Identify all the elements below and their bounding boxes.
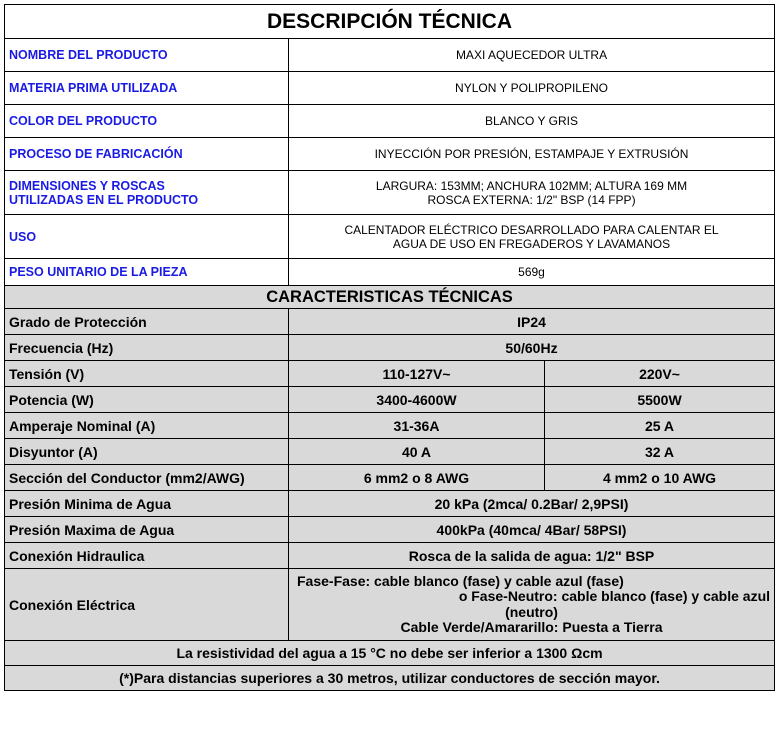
row-value-220v: 220V~ — [545, 361, 775, 387]
row-value: Rosca de la salida de agua: 1/2" BSP — [289, 543, 775, 569]
table-row — [5, 105, 775, 138]
row-value: NYLON Y POLIPROPILENO — [289, 72, 775, 105]
caracteristicas-title: CARACTERISTICAS TÉCNICAS — [5, 286, 775, 309]
table-row — [5, 641, 775, 666]
table-row — [5, 413, 775, 439]
table-row — [5, 361, 775, 387]
table-row — [5, 259, 775, 286]
row-value: LARGURA: 153MM; ANCHURA 102MM; ALTURA 169 MM ROSCA EXTERNA: 1/2" BSP (14 FPP) — [289, 171, 775, 215]
row-value: 50/60Hz — [289, 335, 775, 361]
technical-spec-table — [4, 4, 775, 691]
row-label: MATERIA PRIMA UTILIZADA — [5, 72, 289, 105]
descripcion-title: DESCRIPCIÓN TÉCNICA — [5, 5, 775, 39]
distancias-note: (*)Para distancias superiores a 30 metros, utilizar conductores de sección mayor. — [5, 666, 775, 691]
row-label: Sección del Conductor (mm2/AWG) — [5, 465, 289, 491]
row-label: Frecuencia (Hz) — [5, 335, 289, 361]
row-label: Amperaje Nominal (A) — [5, 413, 289, 439]
row-label: NOMBRE DEL PRODUCTO — [5, 39, 289, 72]
row-label: Potencia (W) — [5, 387, 289, 413]
row-label: COLOR DEL PRODUCTO — [5, 105, 289, 138]
row-value: INYECCIÓN POR PRESIÓN, ESTAMPAJE Y EXTRUSIÓN — [289, 138, 775, 171]
table-row — [5, 138, 775, 171]
table-row — [5, 215, 775, 259]
table-row — [5, 543, 775, 569]
table-row — [5, 569, 775, 641]
row-value: IP24 — [289, 309, 775, 335]
electrical-line: (neutro) — [505, 603, 558, 620]
row-value-220v: 25 A — [545, 413, 775, 439]
row-value-110v: 110-127V~ — [289, 361, 545, 387]
table-row — [5, 309, 775, 335]
row-label: Conexión Hidraulica — [5, 543, 289, 569]
row-value: 569g — [289, 259, 775, 286]
table-row — [5, 387, 775, 413]
table-row — [5, 171, 775, 215]
row-label: Presión Maxima de Agua — [5, 517, 289, 543]
row-label: DIMENSIONES Y ROSCAS UTILIZADAS EN EL PRODUCTO — [5, 171, 289, 215]
row-label: Disyuntor (A) — [5, 439, 289, 465]
row-value-220v: 4 mm2 o 10 AWG — [545, 465, 775, 491]
row-value-220v: 5500W — [545, 387, 775, 413]
table-row — [5, 666, 775, 691]
row-label: Tensión (V) — [5, 361, 289, 387]
electrical-line: o Fase-Neutro: cable blanco (fase) y cable azul — [458, 588, 771, 604]
row-value: CALENTADOR ELÉCTRICO DESARROLLADO PARA CALENTAR EL AGUA DE USO EN FREGADEROS Y LAVAMANOS — [289, 215, 775, 259]
row-value-110v: 3400-4600W — [289, 387, 545, 413]
table-row — [5, 465, 775, 491]
row-value: 20 kPa (2mca/ 0.2Bar/ 2,9PSI) — [289, 491, 775, 517]
row-value: 400kPa (40mca/ 4Bar/ 58PSI) — [289, 517, 775, 543]
electrical-line: Fase-Fase: cable blanco (fase) y cable azul (fase) — [297, 572, 624, 589]
row-value-110v: 6 mm2 o 8 AWG — [289, 465, 545, 491]
row-label: USO — [5, 215, 289, 259]
electrical-connection-cell — [289, 569, 775, 641]
row-label: PESO UNITARIO DE LA PIEZA — [5, 259, 289, 286]
row-label: Conexión Eléctrica — [5, 569, 289, 641]
row-value-220v: 32 A — [545, 439, 775, 465]
resistividad-note: La resistividad del agua a 15 °C no debe ser inferior a 1300 Ωcm — [5, 641, 775, 666]
row-value: BLANCO Y GRIS — [289, 105, 775, 138]
row-label: Presión Minima de Agua — [5, 491, 289, 517]
electrical-line: Cable Verde/Amararillo: Puesta a Tierra — [400, 619, 663, 635]
row-value: MAXI AQUECEDOR ULTRA — [289, 39, 775, 72]
table-row — [5, 439, 775, 465]
row-label: Grado de Protección — [5, 309, 289, 335]
table-row — [5, 517, 775, 543]
row-value-110v: 40 A — [289, 439, 545, 465]
row-value-110v: 31-36A — [289, 413, 545, 439]
table-row — [5, 39, 775, 72]
table-row — [5, 491, 775, 517]
table-row — [5, 335, 775, 361]
row-label: PROCESO DE FABRICACIÓN — [5, 138, 289, 171]
table-row — [5, 72, 775, 105]
